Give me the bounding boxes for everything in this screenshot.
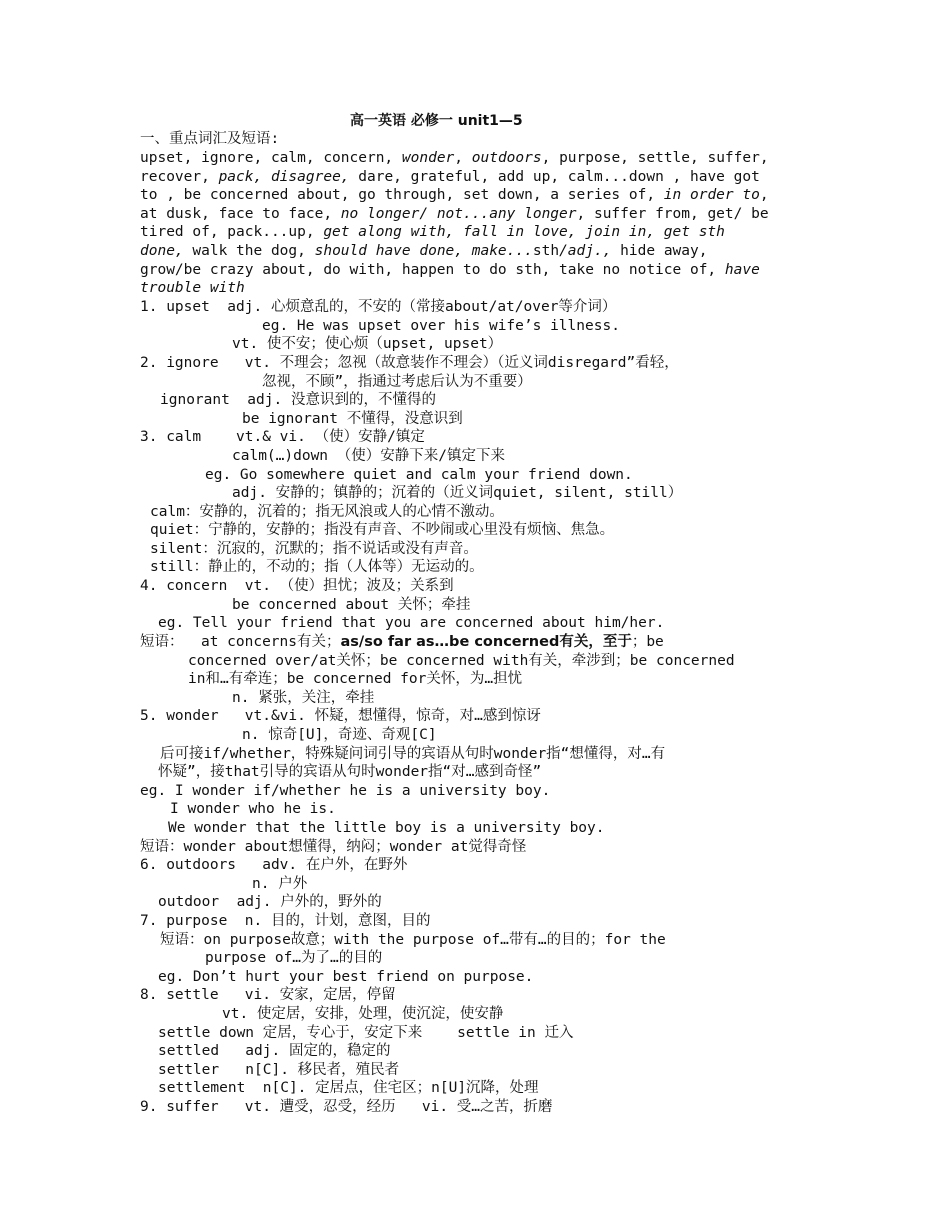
entry-line: vt. 使不安；使心烦（upset, upset） [232,336,503,352]
vocab-line: to , be concerned about, go through, set down, a series of, in order to, [140,187,769,203]
entry-line: be concerned about 关怀；牵挂 [232,597,471,613]
vocab-line: at dusk, face to face, no longer/ not...any longer, suffer from, get/ be [140,206,769,222]
entry-line: concerned over/at关怀；be concerned with有关，牵涉到；be concerned [188,653,735,669]
entry-example: eg. I wonder if/whether he is a university boy. [140,783,551,799]
entry-line: calm：安静的，沉着的；指无风浪或人的心情不激动。 [150,504,504,520]
entry-line: 短语： at concerns有关；as/so far as…be concerned有关，至于；be [140,634,664,650]
entry-line: 短语：on purpose故意；with the purpose of…带有…的目的；for the [160,932,666,948]
entry-line: n. 户外 [252,876,308,892]
entry-heading: 2. ignore vt. 不理会；忽视（故意装作不理会）（近义词disregard”看轻， [140,355,679,371]
entry-heading: 6. outdoors adv. 在户外，在野外 [140,857,408,873]
entry-line: quiet：宁静的，安静的；指没有声音、不吵闹或心里没有烦恼、焦急。 [150,522,615,538]
entry-line: 怀疑”，接that引导的宾语从句时wonder指“对…感到奇怪” [158,764,542,780]
vocab-line: upset, ignore, calm, concern, wonder, outdoors, purpose, settle, suffer, [140,150,769,166]
vocab-line: tired of, pack...up, get along with, fall in love, join in, get sth [140,224,725,240]
entry-example: I wonder who he is. [170,801,336,817]
vocab-line: grow/be crazy about, do with, happen to do sth, take no notice of, have [140,262,760,278]
entry-heading: 4. concern vt. （使）担忧；波及；关系到 [140,578,454,594]
entry-line: calm(…)down （使）安静下来/镇定下来 [232,448,505,464]
entry-line: ignorant adj. 没意识到的，不懂得的 [160,392,436,408]
entry-heading: 3. calm vt.& vi. （使）安静/镇定 [140,429,425,445]
entry-example: eg. Don’t hurt your best friend on purpose. [158,969,534,985]
entry-example: eg. He was upset over his wife’s illness. [262,318,620,334]
entry-line: outdoor adj. 户外的，野外的 [158,894,382,910]
entry-line: in和…有牵连；be concerned for关怀，为…担忧 [188,671,523,687]
entry-line: settle down 定居，专心于，安定下来 settle in 迁入 [158,1025,574,1041]
entry-example: eg. Tell your friend that you are concerned about him/her. [158,615,665,631]
entry-example: We wonder that the little boy is a university boy. [168,820,605,836]
entry-line: settlement n[C]. 定居点，住宅区；n[U]沉降，处理 [158,1080,539,1096]
entry-line: 后可接if/whether，特殊疑问词引导的宾语从句时wonder指“想懂得，对…有 [160,746,666,762]
entry-line: settler n[C]. 移民者，殖民者 [158,1062,400,1078]
section-heading: 一、重点词汇及短语: [140,131,280,147]
vocab-line: done, walk the dog, should have done, make...sth/adj., hide away, [140,243,708,259]
vocab-line: recover, pack, disagree, dare, grateful, add up, calm...down , have got [140,169,760,185]
entry-heading: 7. purpose n. 目的，计划，意图，目的 [140,913,431,929]
entry-heading: 9. suffer vt. 遭受，忍受，经历 vi. 受…之苦，折磨 [140,1099,553,1115]
entry-line: vt. 使定居，安排，处理，使沉淀，使安静 [222,1006,504,1022]
entry-example: eg. Go somewhere quiet and calm your friend down. [205,467,633,483]
entry-heading: 1. upset adj. 心烦意乱的，不安的（常接about/at/over等介词） [140,299,617,315]
page-title: 高一英语 必修一 unit1—5 [350,113,523,129]
entry-line: adj. 安静的；镇静的；沉着的（近义词quiet, silent, still） [232,485,683,501]
entry-line: n. 惊奇[U]，奇迹、奇观[C] [242,727,437,743]
entry-line: be ignorant 不懂得，没意识到 [242,411,463,427]
entry-line: n. 紧张，关注，牵挂 [232,690,375,706]
entry-line: 忽视，不顾”，指通过考虑后认为不重要） [262,374,532,390]
entry-heading: 5. wonder vt.&vi. 怀疑，想懂得，惊奇，对…感到惊讶 [140,708,541,724]
entry-line: still：静止的，不动的；指（人体等）无运动的。 [150,559,484,575]
entry-line: settled adj. 固定的，稳定的 [158,1043,391,1059]
entry-line: silent：沉寂的，沉默的；指不说话或没有声音。 [150,541,478,557]
entry-line: 短语：wonder about想懂得，纳闷；wonder at觉得奇怪 [140,839,527,855]
entry-line: purpose of…为了…的目的 [205,950,383,966]
entry-heading: 8. settle vi. 安家，定居，停留 [140,987,396,1003]
vocab-line: trouble with [140,280,245,296]
